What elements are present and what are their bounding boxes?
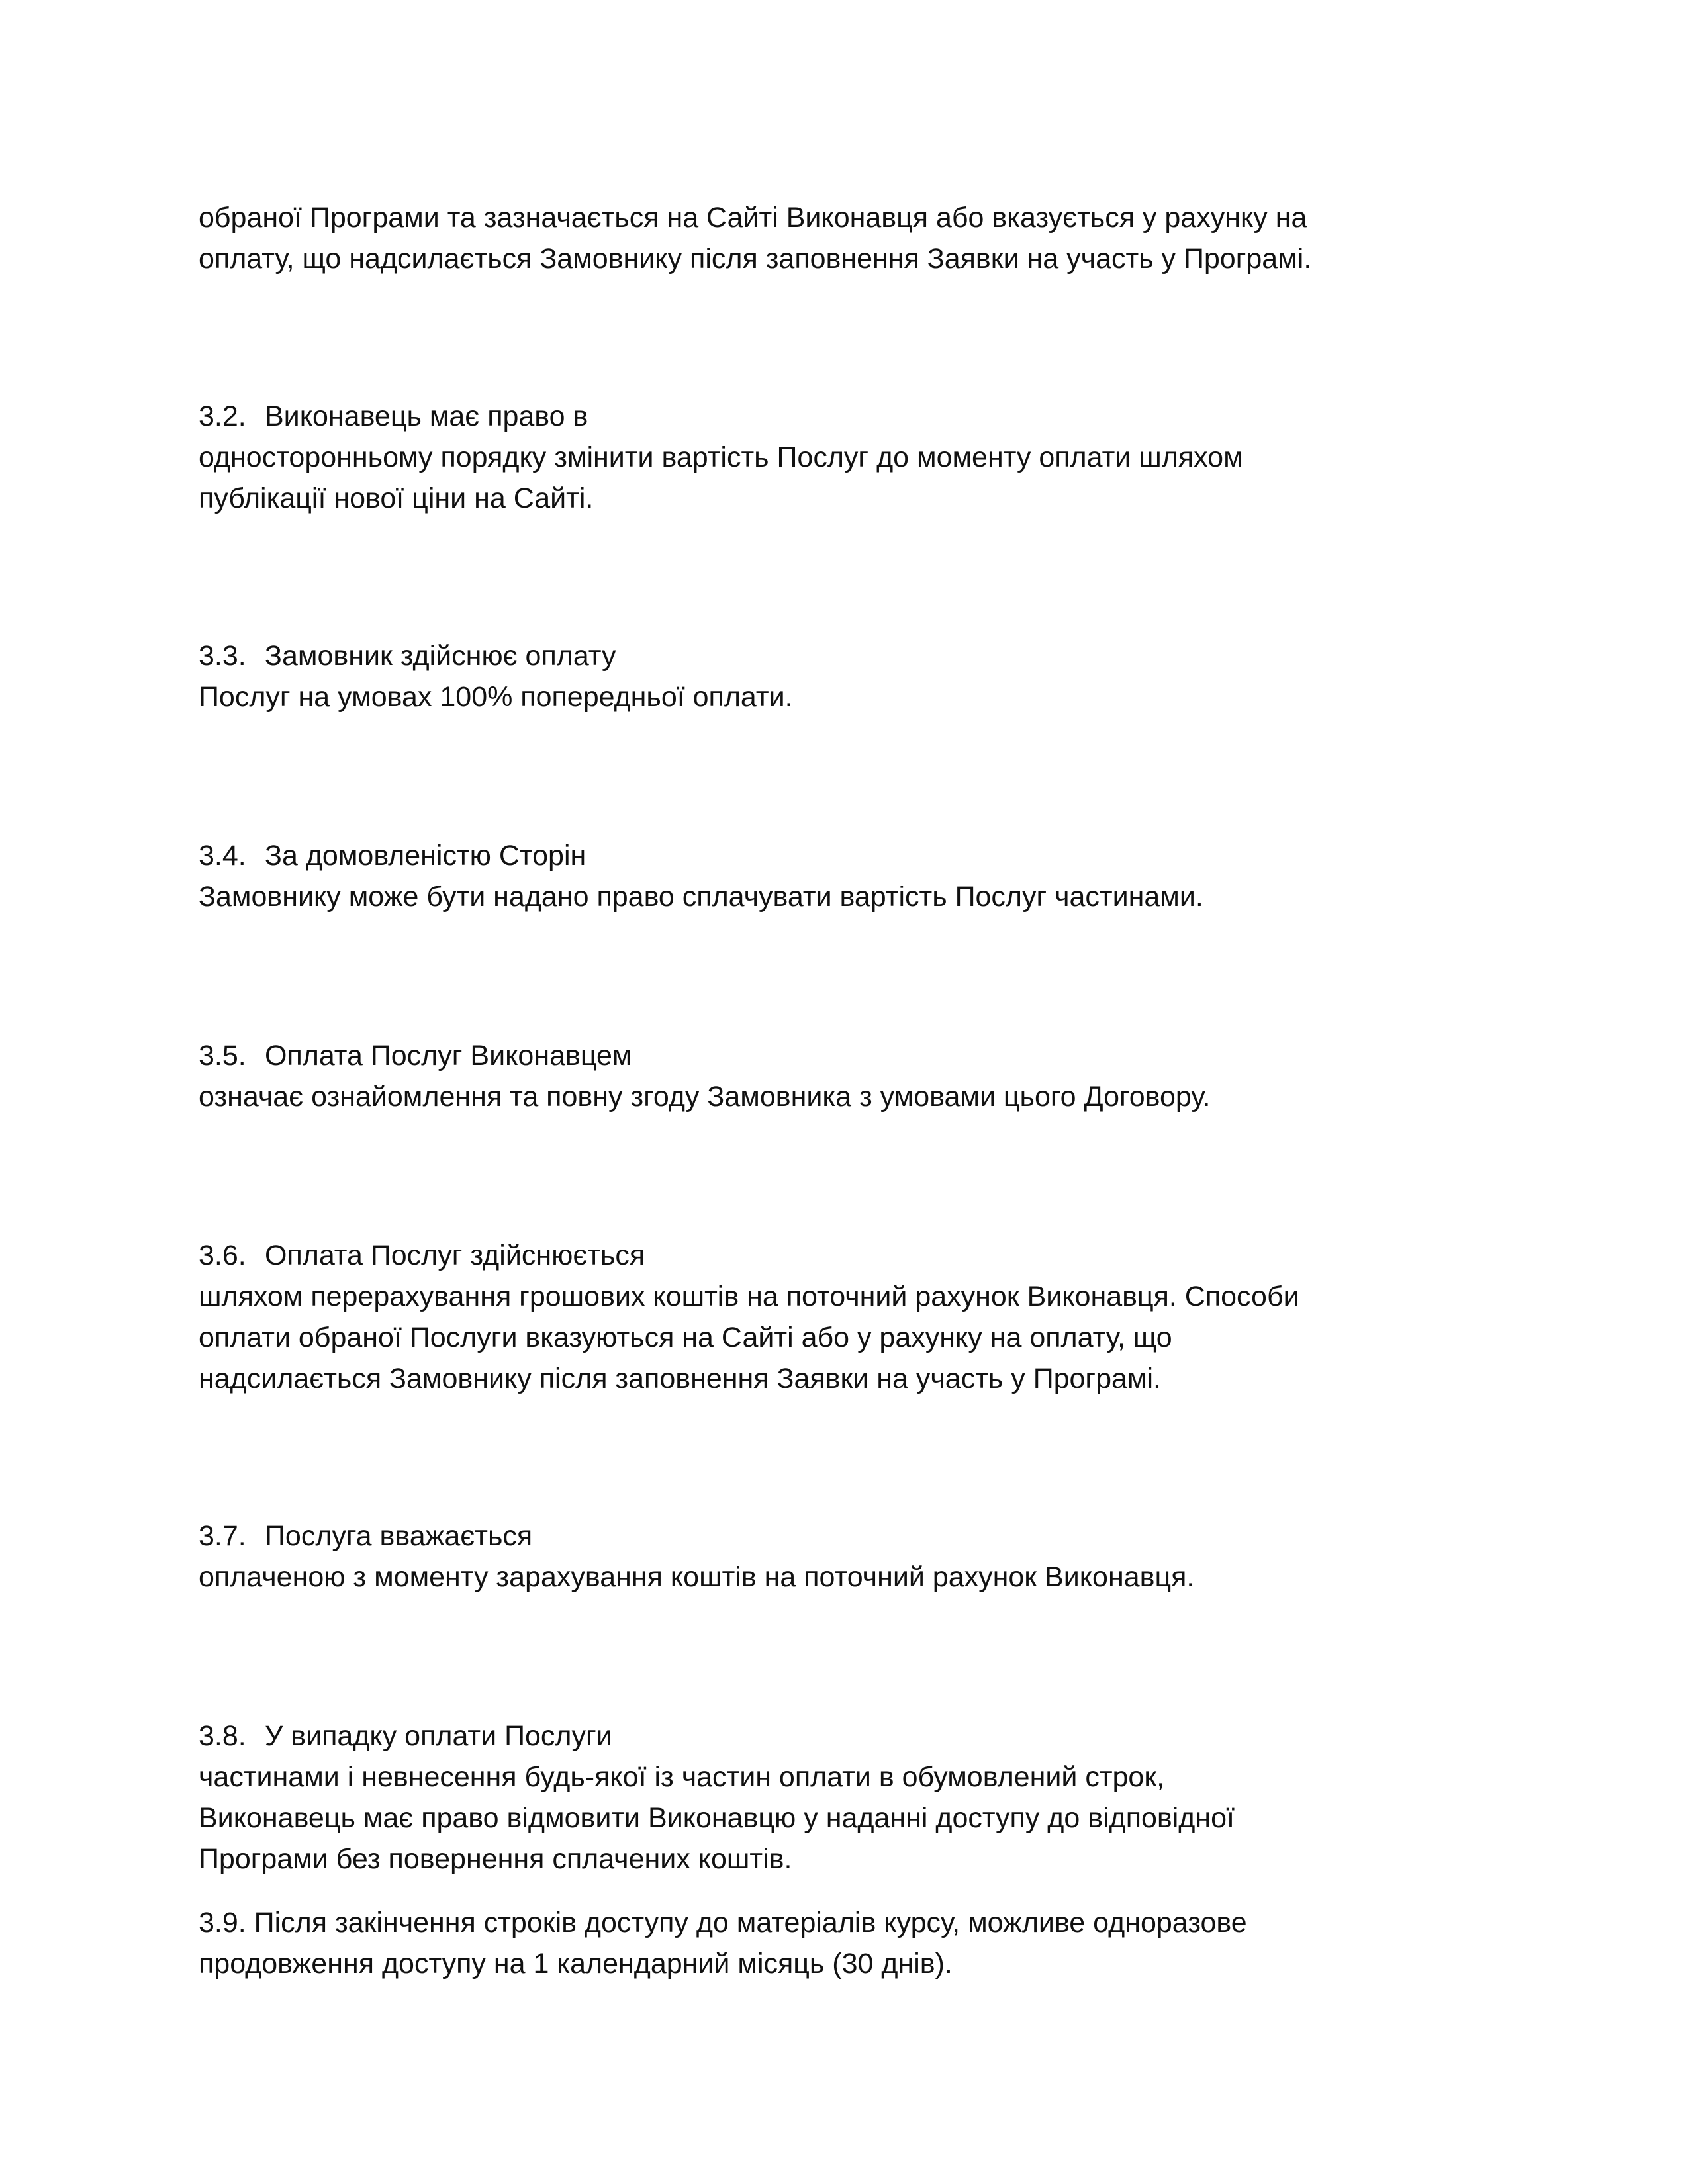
- clause-heading: [199, 1715, 1489, 1756]
- clause-3-5: [199, 1035, 1489, 1117]
- clause-head-text: Оплата Послуг здійснюється: [265, 1240, 645, 1271]
- clause-3-8: [199, 1715, 1489, 1880]
- paragraph-line: Послуг на умовах 100% попередньої оплати.: [199, 681, 793, 713]
- paragraph-line: частинами і невнесення будь-якої із частин оплати в обумовлений строк,: [199, 1761, 1165, 1793]
- paragraph-line: оплаченою з моменту зарахування коштів на поточний рахунок Виконавця.: [199, 1561, 1195, 1593]
- paragraph-line: продовження доступу на 1 календарний місяць (30 днів).: [199, 1948, 953, 1979]
- intro-paragraph: [199, 197, 1489, 279]
- clause-number: 3.2.: [199, 400, 246, 432]
- paragraph-line: Замовнику може бути надано право сплачувати вартість Послуг частинами.: [199, 881, 1203, 913]
- clause-number: 3.6.: [199, 1240, 246, 1271]
- clause-heading: [199, 835, 1489, 876]
- paragraph-line: шляхом перерахування грошових коштів на поточний рахунок Виконавця. Способи: [199, 1281, 1299, 1312]
- paragraph-line: 3.9. Після закінчення строків доступу до матеріалів курсу, можливе одноразове: [199, 1907, 1247, 1938]
- paragraph-line: означає ознайомлення та повну згоду Замовника з умовами цього Договору.: [199, 1081, 1211, 1113]
- clause-head-text: За домовленістю Сторін: [265, 840, 586, 872]
- clause-number: 3.5.: [199, 1040, 246, 1071]
- paragraph-line: надсилається Замовнику після заповнення Заявки на участь у Програмі.: [199, 1363, 1162, 1394]
- clause-3-4: [199, 835, 1489, 917]
- paragraph-line: публікації нової ціни на Сайті.: [199, 482, 594, 514]
- clause-heading: [199, 396, 1489, 437]
- clause-heading: [199, 1516, 1489, 1557]
- clause-number: 3.4.: [199, 840, 246, 872]
- paragraph-line: Виконавець має право відмовити Виконавцю у наданні доступу до відповідної: [199, 1802, 1235, 1834]
- clause-3-3: [199, 635, 1489, 717]
- clause-head-text: Оплата Послуг Виконавцем: [265, 1040, 632, 1071]
- paragraph-line: оплати обраної Послуги вказуються на Сайті або у рахунку на оплату, що: [199, 1322, 1172, 1353]
- paragraph-line: Програми без повернення сплачених коштів.: [199, 1843, 792, 1875]
- clause-heading: [199, 1035, 1489, 1076]
- clause-3-2: [199, 396, 1489, 519]
- clause-number: 3.7.: [199, 1520, 246, 1552]
- clause-head-text: У випадку оплати Послуги: [265, 1720, 612, 1752]
- clause-number: 3.3.: [199, 640, 246, 672]
- clause-head-text: Виконавець має право в: [265, 400, 588, 432]
- clause-3-6: [199, 1235, 1489, 1399]
- paragraph-line: оплату, що надсилається Замовнику після заповнення Заявки на участь у Програмі.: [199, 243, 1312, 275]
- clause-head-text: Послуга вважається: [265, 1520, 533, 1552]
- paragraph-line: односторонньому порядку змінити вартість Послуг до моменту оплати шляхом: [199, 441, 1243, 473]
- clause-heading: [199, 1235, 1489, 1276]
- clause-head-text: Замовник здійснює оплату: [265, 640, 616, 672]
- paragraph-line: обраної Програми та зазначається на Сайті Виконавця або вказується у рахунку на: [199, 202, 1307, 234]
- clause-3-7: [199, 1516, 1489, 1598]
- clause-heading: [199, 635, 1489, 676]
- clause-3-9: [199, 1902, 1489, 1984]
- clause-number: 3.8.: [199, 1720, 246, 1752]
